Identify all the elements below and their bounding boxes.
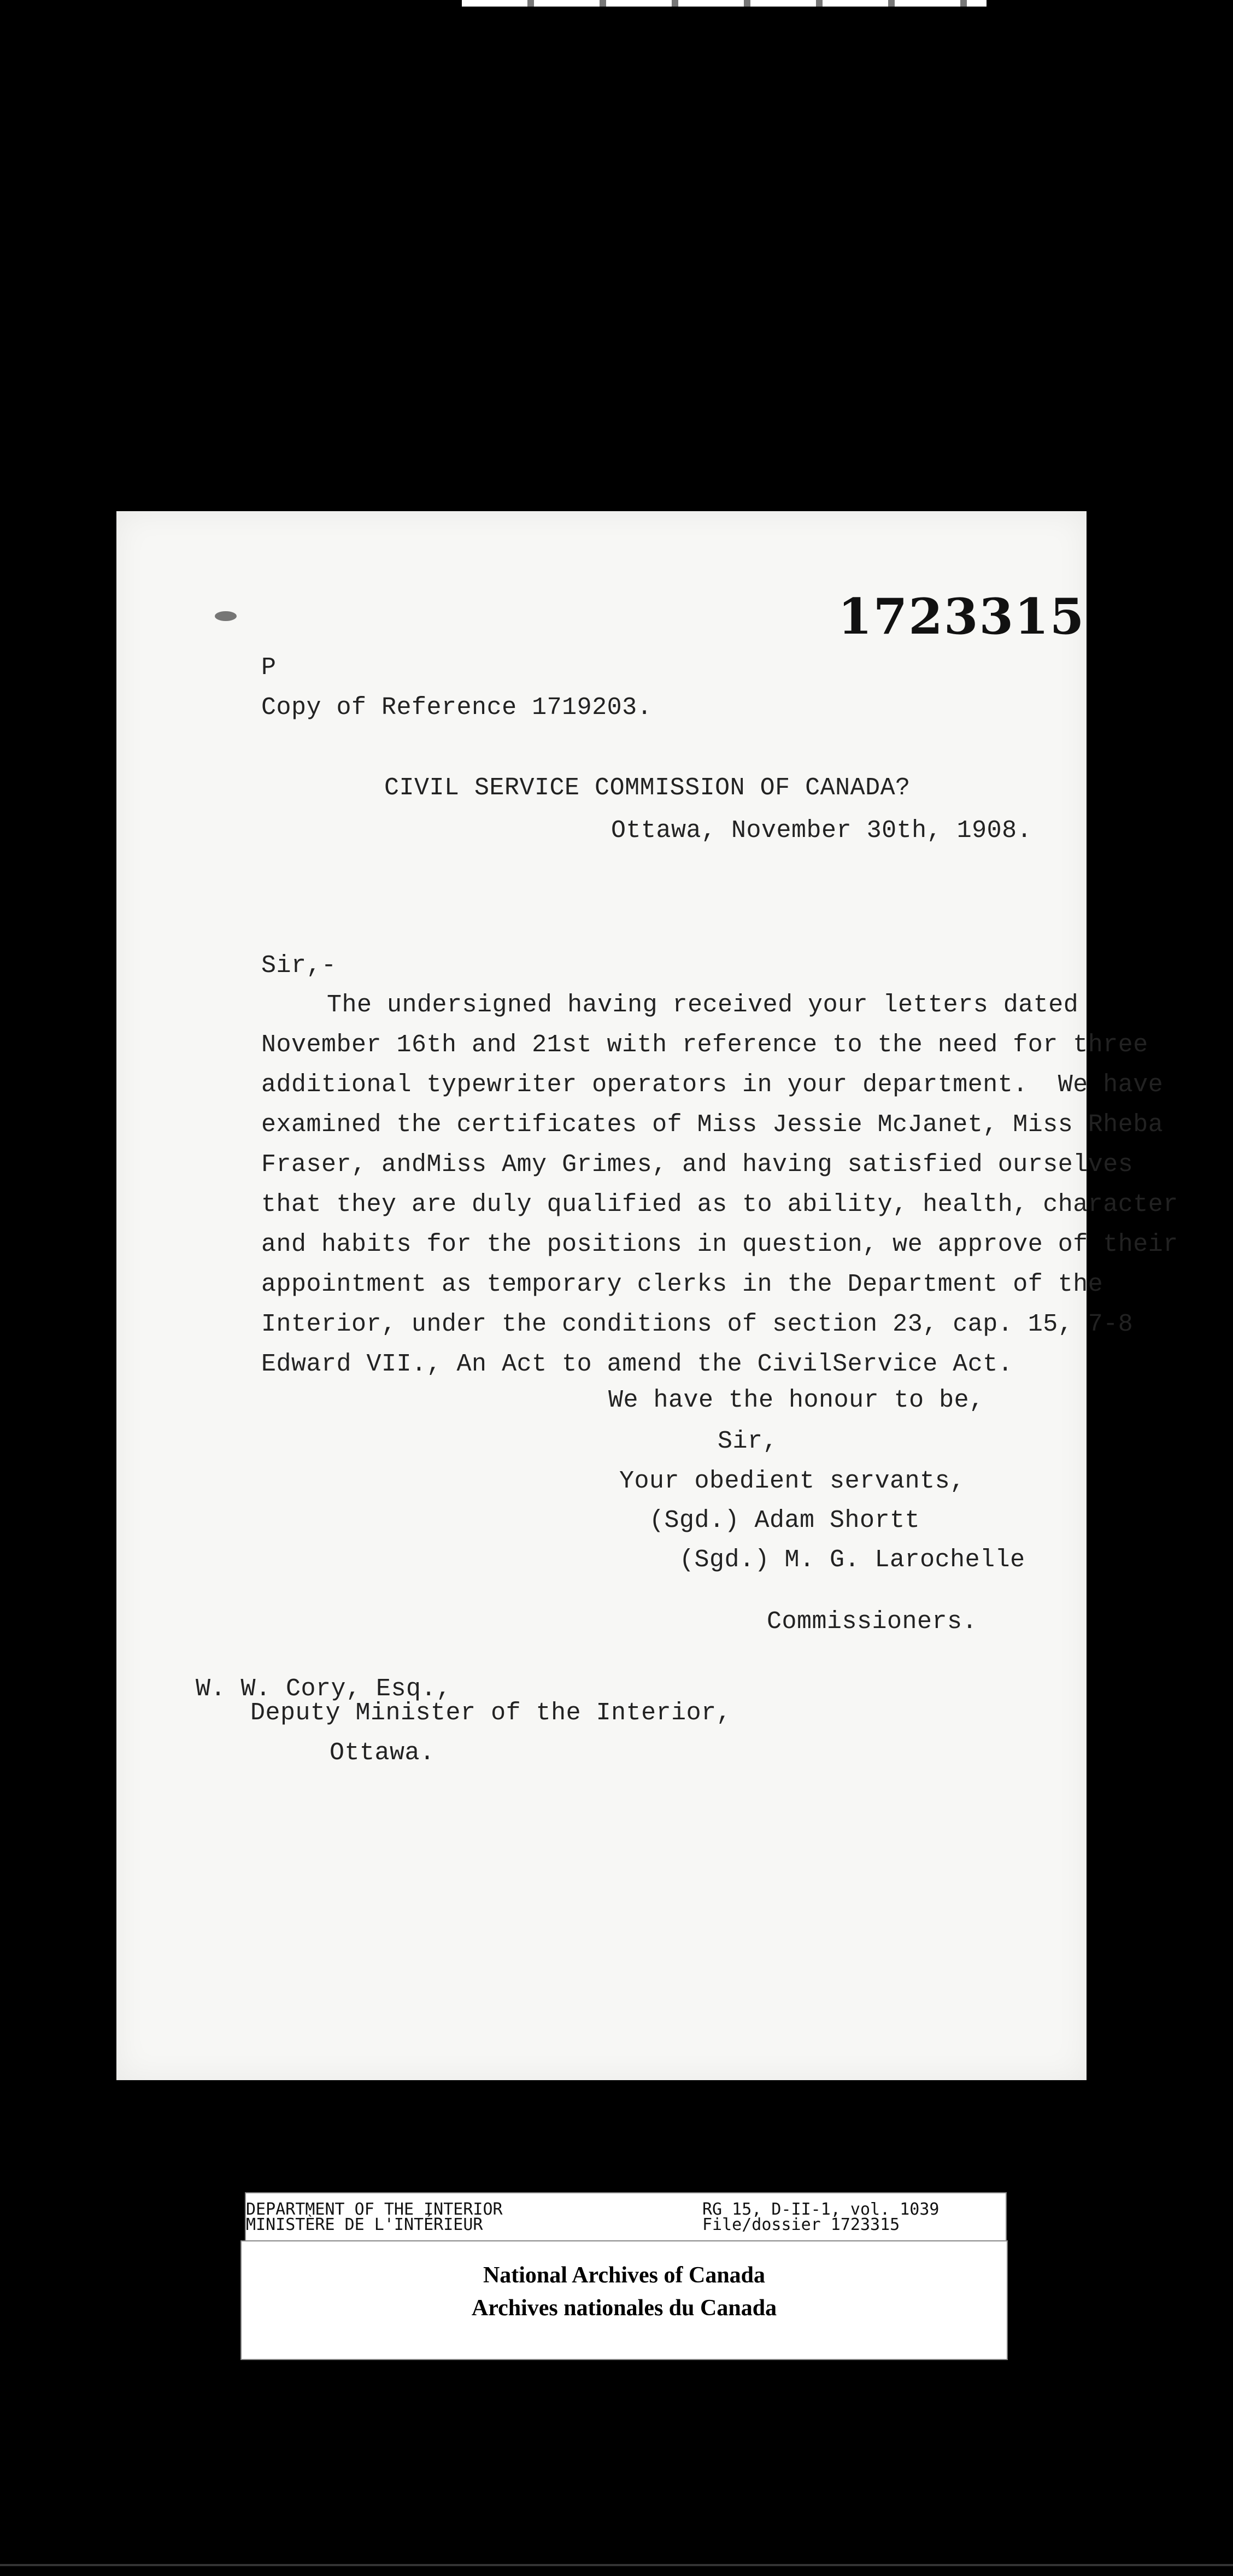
reference-number: 1723315 (838, 588, 1085, 646)
addressee-name: W. W. Cory, Esq., (196, 1675, 451, 1703)
record-group: RG 15, D-II-1, vol. 1039 (702, 2200, 940, 2219)
body-line: that they are duly qualified as to ability, health, character (261, 1191, 1178, 1219)
signature-larochelle: (Sgd.) M. G. Larochelle (679, 1546, 1025, 1574)
archives-name-fr: Archives nationales du Canada (471, 2296, 777, 2321)
body-line: Fraser, andMiss Amy Grimes, and having satisfied ourselves (261, 1151, 1134, 1179)
ink-mark (215, 611, 237, 621)
signature-shortt: (Sgd.) Adam Shortt (649, 1507, 920, 1535)
addressee-position: Deputy Minister of the Interior, (250, 1699, 732, 1727)
film-top-strip (462, 0, 987, 7)
department-en: DEPARTMENT OF THE INTERIOR (246, 2200, 503, 2219)
archives-name-en: National Archives of Canada (483, 2263, 766, 2288)
letterhead-heading: CIVIL SERVICE COMMISSION OF CANADA? (384, 774, 911, 802)
film-bottom-edge (0, 2564, 1233, 2566)
department-fr: MINISTÈRE DE L'INTÉRIEUR (246, 2215, 483, 2234)
body-line: Edward VII., An Act to amend the CivilService Act. (261, 1350, 1013, 1378)
body-line: appointment as temporary clerks in the Department of the (261, 1271, 1103, 1298)
body-line: November 16th and 21st with reference to the need for three (261, 1031, 1148, 1059)
salutation: Sir,- (261, 952, 337, 980)
archive-file-label (245, 2192, 1007, 2243)
body-line: Interior, under the conditions of section 23, cap. 15, 7-8 (261, 1310, 1134, 1338)
body-line: The undersigned having received your letters dated (327, 991, 1079, 1019)
closing-sir: Sir, (718, 1427, 778, 1455)
copy-reference: Copy of Reference 1719203. (261, 694, 653, 722)
closing-line: We have the honour to be, (608, 1386, 984, 1414)
file-number: File/dossier 1723315 (702, 2215, 900, 2234)
body-line: additional typewriter operators in your department. We have (261, 1071, 1164, 1099)
addressee-city: Ottawa. (330, 1739, 435, 1767)
closing-servants: Your obedient servants, (619, 1467, 965, 1495)
document-page (116, 511, 1178, 2080)
commissioners-title: Commissioners. (767, 1608, 978, 1636)
body-line: examined the certificates of Miss Jessie McJanet, Miss Rheba (261, 1111, 1164, 1139)
mark-p: P (261, 654, 277, 682)
date-line: Ottawa, November 30th, 1908. (611, 817, 1032, 845)
body-line: and habits for the positions in question, we approve of their (261, 1231, 1178, 1258)
archives-label (240, 2240, 1008, 2360)
